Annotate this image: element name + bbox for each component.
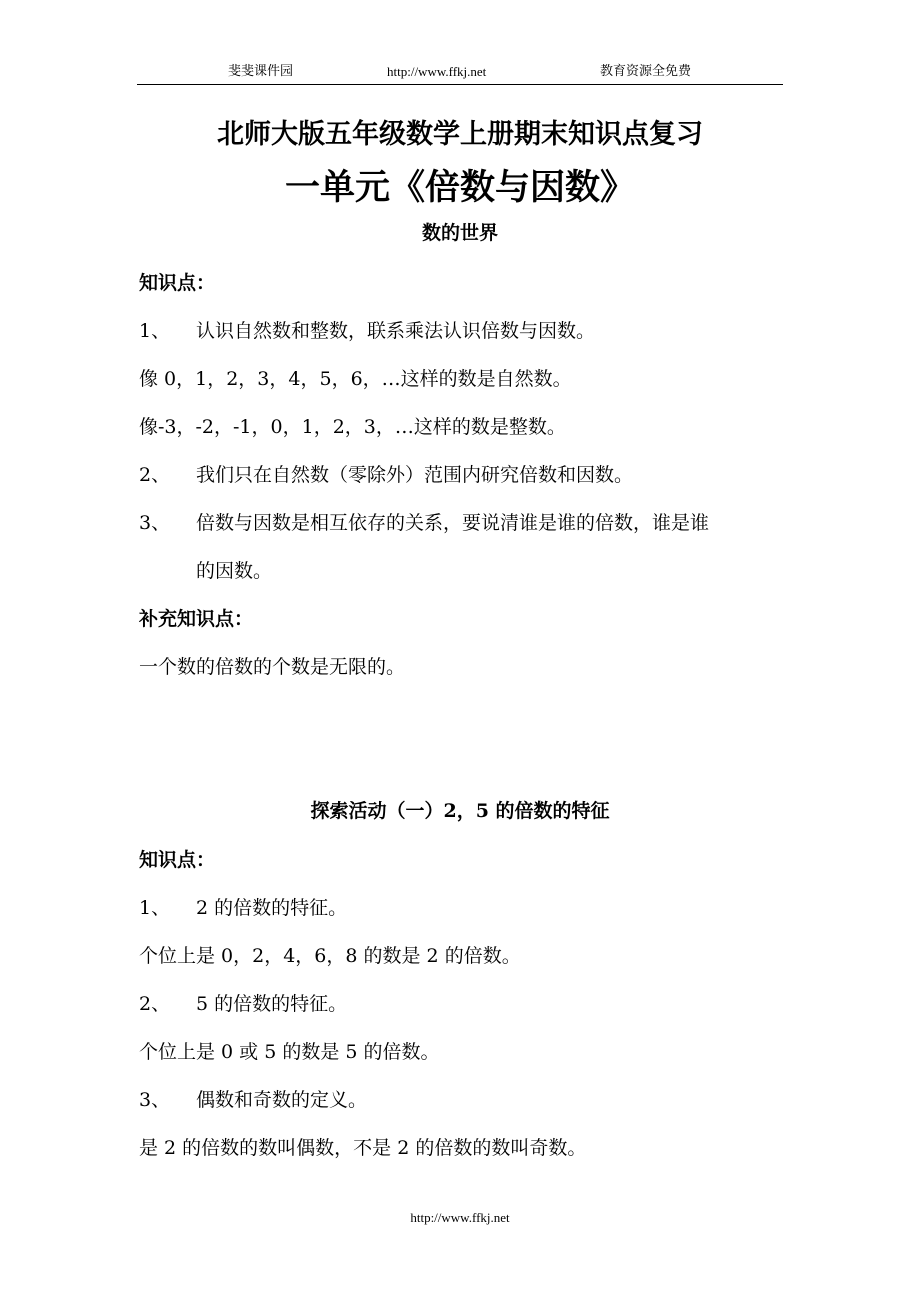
- supplement-label: 补充知识点：: [139, 608, 254, 630]
- item-detail: 个位上是 0 或 5 的数是 5 的倍数。: [139, 1041, 440, 1063]
- list-item: [139, 895, 347, 921]
- section-heading-multiples-2-5: 探索活动（一）2，5 的倍数的特征: [310, 800, 610, 822]
- item-detail: 是 2 的倍数的数叫偶数，不是 2 的倍数的数叫奇数。: [139, 1137, 587, 1159]
- item-number: 1、: [139, 320, 171, 342]
- item-detail: 个位上是 0，2，4，6，8 的数是 2 的倍数。: [139, 945, 521, 967]
- list-item: [139, 318, 595, 344]
- integers-line: 像-3，-2，-1，0，1，2，3，…这样的数是整数。: [139, 416, 566, 438]
- header-url: http://www.ffkj.net: [387, 64, 487, 79]
- item-number: 2、: [139, 993, 171, 1015]
- document-title: 北师大版五年级数学上册期末知识点复习: [217, 119, 703, 150]
- knowledge-label: 知识点：: [139, 272, 216, 294]
- item-text: 5 的倍数的特征。: [196, 993, 348, 1015]
- item-number: 2、: [139, 464, 171, 486]
- item-text: 倍数与因数是相互依存的关系，要说清谁是谁的倍数，谁是谁: [196, 512, 710, 534]
- header-divider: [137, 84, 783, 85]
- item-number: 3、: [139, 512, 171, 534]
- list-item: [139, 462, 633, 488]
- supplement-text: 一个数的倍数的个数是无限的。: [139, 656, 406, 678]
- item-text-continuation: 的因数。: [196, 560, 273, 582]
- item-number: 3、: [139, 1089, 171, 1111]
- item-text: 2 的倍数的特征。: [196, 897, 348, 919]
- knowledge-label: 知识点：: [139, 849, 216, 871]
- header-site-name: 斐斐课件园: [228, 64, 294, 79]
- natural-numbers-line: 像 0，1，2，3，4，5，6，…这样的数是自然数。: [139, 368, 572, 390]
- item-number: 1、: [139, 897, 171, 919]
- list-item: [139, 991, 347, 1017]
- item-text: 偶数和奇数的定义。: [196, 1089, 368, 1111]
- unit-title: 一单元《倍数与因数》: [284, 167, 635, 208]
- footer-url: http://www.ffkj.net: [410, 1210, 510, 1225]
- item-text: 认识自然数和整数，联系乘法认识倍数与因数。: [196, 320, 596, 342]
- list-item: [139, 510, 709, 536]
- list-item: [139, 1087, 367, 1113]
- section-heading-number-world: 数的世界: [421, 222, 498, 244]
- item-text: 我们只在自然数（零除外）范围内研究倍数和因数。: [196, 464, 634, 486]
- header-slogan: 教育资源全免费: [600, 64, 692, 79]
